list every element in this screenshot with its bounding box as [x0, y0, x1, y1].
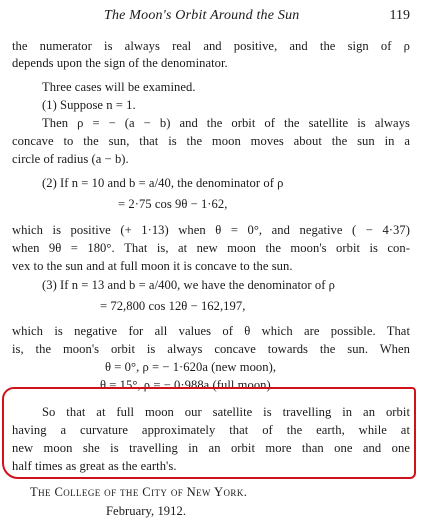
text-line: Then ρ = − (a − b) and the orbit of the satellite is always [42, 116, 410, 130]
text-line: circle of radius (a − b). [12, 152, 129, 166]
running-title: The Moon's Orbit Around the Sun [104, 8, 300, 23]
equation: θ = 0°, ρ = − 1·620a (new moon), [105, 360, 277, 374]
text-line: which is positive (+ 1·13) when θ = 0°, and negative ( − 4·37) [12, 223, 410, 237]
text-line: half times as great as the earth's. [12, 459, 177, 473]
text-line: concave to the sun, that is the moon moves about the sun in a [12, 134, 410, 148]
text-line: new moon she is travelling in an orbit more than one and one [12, 441, 410, 455]
text-line: Three cases will be examined. [42, 80, 196, 94]
text-line: the numerator is always real and positive, and the sign of ρ [12, 39, 410, 53]
date-line: February, 1912. [106, 504, 187, 518]
text-line: which is negative for all values of θ which are possible. That [12, 324, 410, 338]
running-header [0, 8, 424, 28]
text-line: when 9θ = 180°. That is, at new moon the moon's orbit is con- [12, 241, 410, 255]
text-line: vex to the sun and at full moon it is concave to the sun. [12, 259, 293, 273]
text-line: is, the moon's orbit is always concave towards the sun. When [12, 342, 410, 356]
equation: = 72,800 cos 12θ − 162,197, [100, 299, 246, 313]
text-line: So that at full moon our satellite is travelling in an orbit [42, 405, 410, 419]
equation: θ = 15°, ρ = − 0·988a (full moon). [100, 378, 274, 392]
text-line: (1) Suppose n = 1. [42, 98, 136, 112]
text-line: (2) If n = 10 and b = a/40, the denominator of ρ [42, 176, 284, 190]
text-line: depends upon the sign of the denominator. [12, 56, 228, 70]
text-line: having a curvature approximately that of the earth, while at [12, 423, 410, 437]
text-line: (3) If n = 13 and b = a/400, we have the denominator of ρ [42, 278, 335, 292]
equation: = 2·75 cos 9θ − 1·62, [118, 197, 228, 211]
institution-line: The College of the City of New York. [30, 485, 248, 499]
page-number: 119 [389, 8, 410, 23]
